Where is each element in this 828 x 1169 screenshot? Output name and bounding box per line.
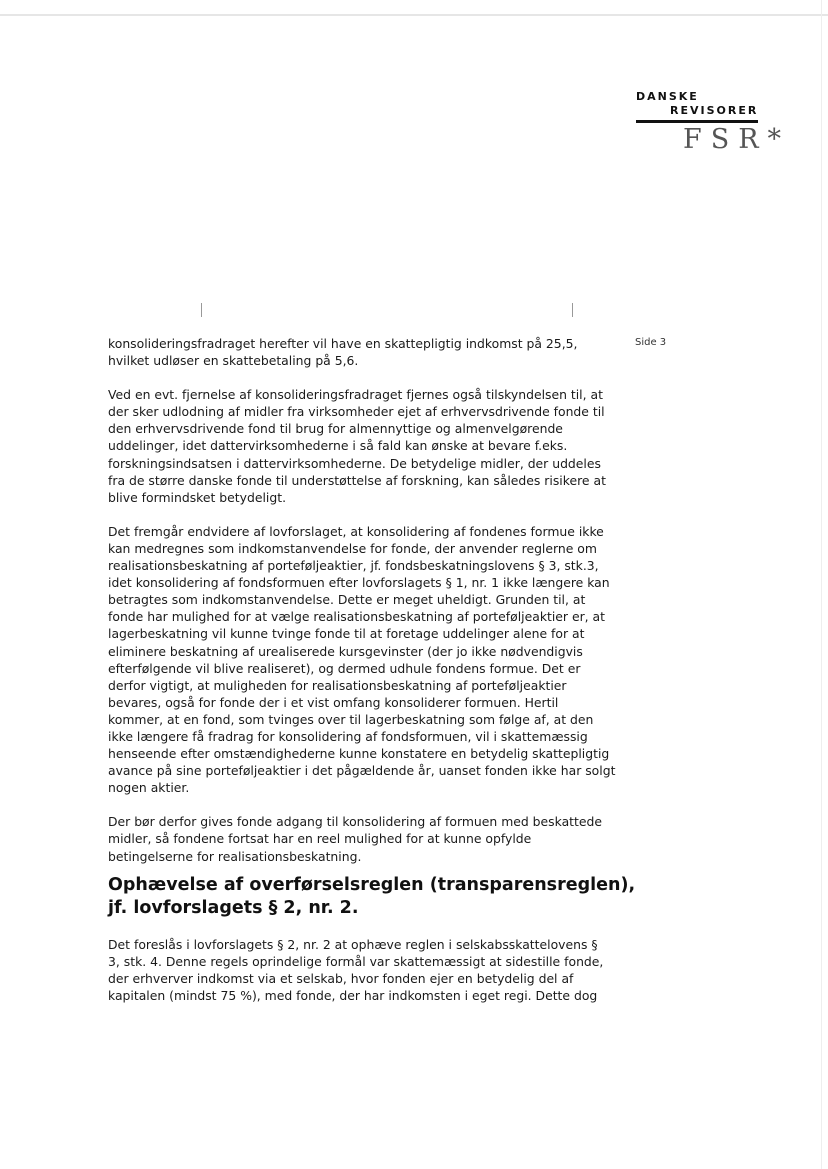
scan-edge-right — [821, 0, 822, 1169]
text-line: betragtes som indkomstanvendelse. Dette er meget uheldigt. Grunden til, at — [108, 592, 586, 608]
letter-body — [108, 335, 636, 1004]
text-line: hvilket udløser en skattebetaling på 5,6. — [108, 353, 359, 369]
text-line: realisationsbeskatning af porteføljeaktier, jf. fondsbeskatningslovens § 3, stk.3, — [108, 558, 599, 574]
text-line: lagerbeskatning vil kunne tvinge fonde til at foretage uddelinger alene for at — [108, 626, 585, 642]
page-number: Side 3 — [635, 337, 667, 348]
text-line: bevares, også for fonde der i et vist omfang konsoliderer formuen. Hertil — [108, 694, 559, 710]
text-line: der erhverver indkomst via et selskab, hvor fonden ejer en betydelig del af — [108, 970, 574, 986]
paragraph-2 — [108, 386, 606, 506]
logo-text-revisorer: REVISORER — [670, 104, 759, 117]
logo-text-danske: DANSKE — [636, 90, 699, 103]
text-line: Det fremgår endvidere af lovforslaget, at konsolidering af fondenes formue ikke — [108, 523, 604, 539]
text-line: den erhvervsdrivende fond til brug for almennyttige og almenvelgørende — [108, 421, 563, 437]
text-line: kapitalen (mindst 75 %), med fonde, der har indkomsten i eget regi. Dette dog — [108, 987, 598, 1003]
text-line: fonde har mulighed for at vælge realisationsbeskatning af porteføljeaktier er, at — [108, 609, 605, 625]
text-line: Ved en evt. fjernelse af konsolideringsfradraget fjernes også tilskyndelsen til, at — [108, 387, 603, 403]
text-line: forskningsindsatsen i dattervirksomhederne. De betydelige midler, der uddeles — [108, 455, 601, 471]
paragraph-4 — [108, 813, 603, 864]
paragraph-5 — [108, 936, 604, 1004]
text-line: eliminere beskatning af urealiserede kursgevinster (der jo ikke nødvendigvis — [108, 643, 583, 659]
margin-tick-left — [201, 303, 202, 317]
text-line: konsolideringsfradraget herefter vil have en skattepligtig indkomst på 25,5, — [108, 336, 578, 351]
text-line: efterfølgende vil blive realiseret), og dermed udhule fondens formue. Det er — [108, 660, 581, 676]
logo-rule — [636, 120, 758, 123]
text-line: Der bør derfor gives fonde adgang til konsolidering af formuen med beskattede — [108, 814, 603, 830]
text-line: Det foreslås i lovforslagets § 2, nr. 2 at ophæve reglen i selskabsskattelovens § — [108, 936, 598, 952]
text-line: kommer, at en fond, som tvinges over til lagerbeskatning som følge af, at den — [108, 711, 594, 727]
text-line: derfor vigtigt, at muligheden for realisationsbeskatning af porteføljeaktier — [108, 677, 567, 693]
text-line: blive formindsket betydeligt. — [108, 489, 287, 505]
section-heading — [108, 874, 636, 920]
heading-line: Ophævelse af overførselsreglen (transparensreglen), — [108, 874, 636, 895]
margin-tick-right — [572, 303, 573, 317]
logo-mark-fsr: FSR* — [683, 124, 791, 155]
text-line: nogen aktier. — [108, 780, 190, 796]
text-line: der sker udlodning af midler fra virksomheder ejet af erhvervsdrivende fonde til — [108, 404, 605, 420]
text-line: kan medregnes som indkomstanvendelse for fonde, der anvender reglerne om — [108, 540, 597, 556]
paragraph-1 — [108, 335, 598, 369]
text-line: ikke længere få fradrag for konsolidering af fondsformuen, vil i skattemæssig — [108, 728, 588, 744]
text-line: uddelinger, idet dattervirksomhederne i så fald kan ønske at bevare f.eks. — [108, 438, 568, 454]
heading-line: jf. lovforslagets § 2, nr. 2. — [108, 897, 359, 918]
text-line: 3, stk. 4. Denne regels oprindelige formål var skattemæssigt at sidestille fonde, — [108, 953, 604, 969]
text-line: idet konsolidering af fondsformuen efter lovforslagets § 1, nr. 1 ikke længere kan — [108, 575, 610, 591]
text-line: avance på sine porteføljeaktier i det pågældende år, uanset fonden ikke har solgt — [108, 763, 616, 779]
text-line: midler, så fondene fortsat har en reel mulighed for at kunne opfylde — [108, 831, 532, 847]
text-line: fra de større danske fonde til understøttelse af forskning, kan således risikere at — [108, 472, 606, 488]
text-line: henseende efter omstændighederne kunne konstatere en betydelig skattepligtig — [108, 746, 610, 762]
text-line: betingelserne for realisationsbeskatning. — [108, 848, 362, 864]
scan-edge-top — [0, 14, 828, 16]
paragraph-3 — [108, 523, 616, 797]
